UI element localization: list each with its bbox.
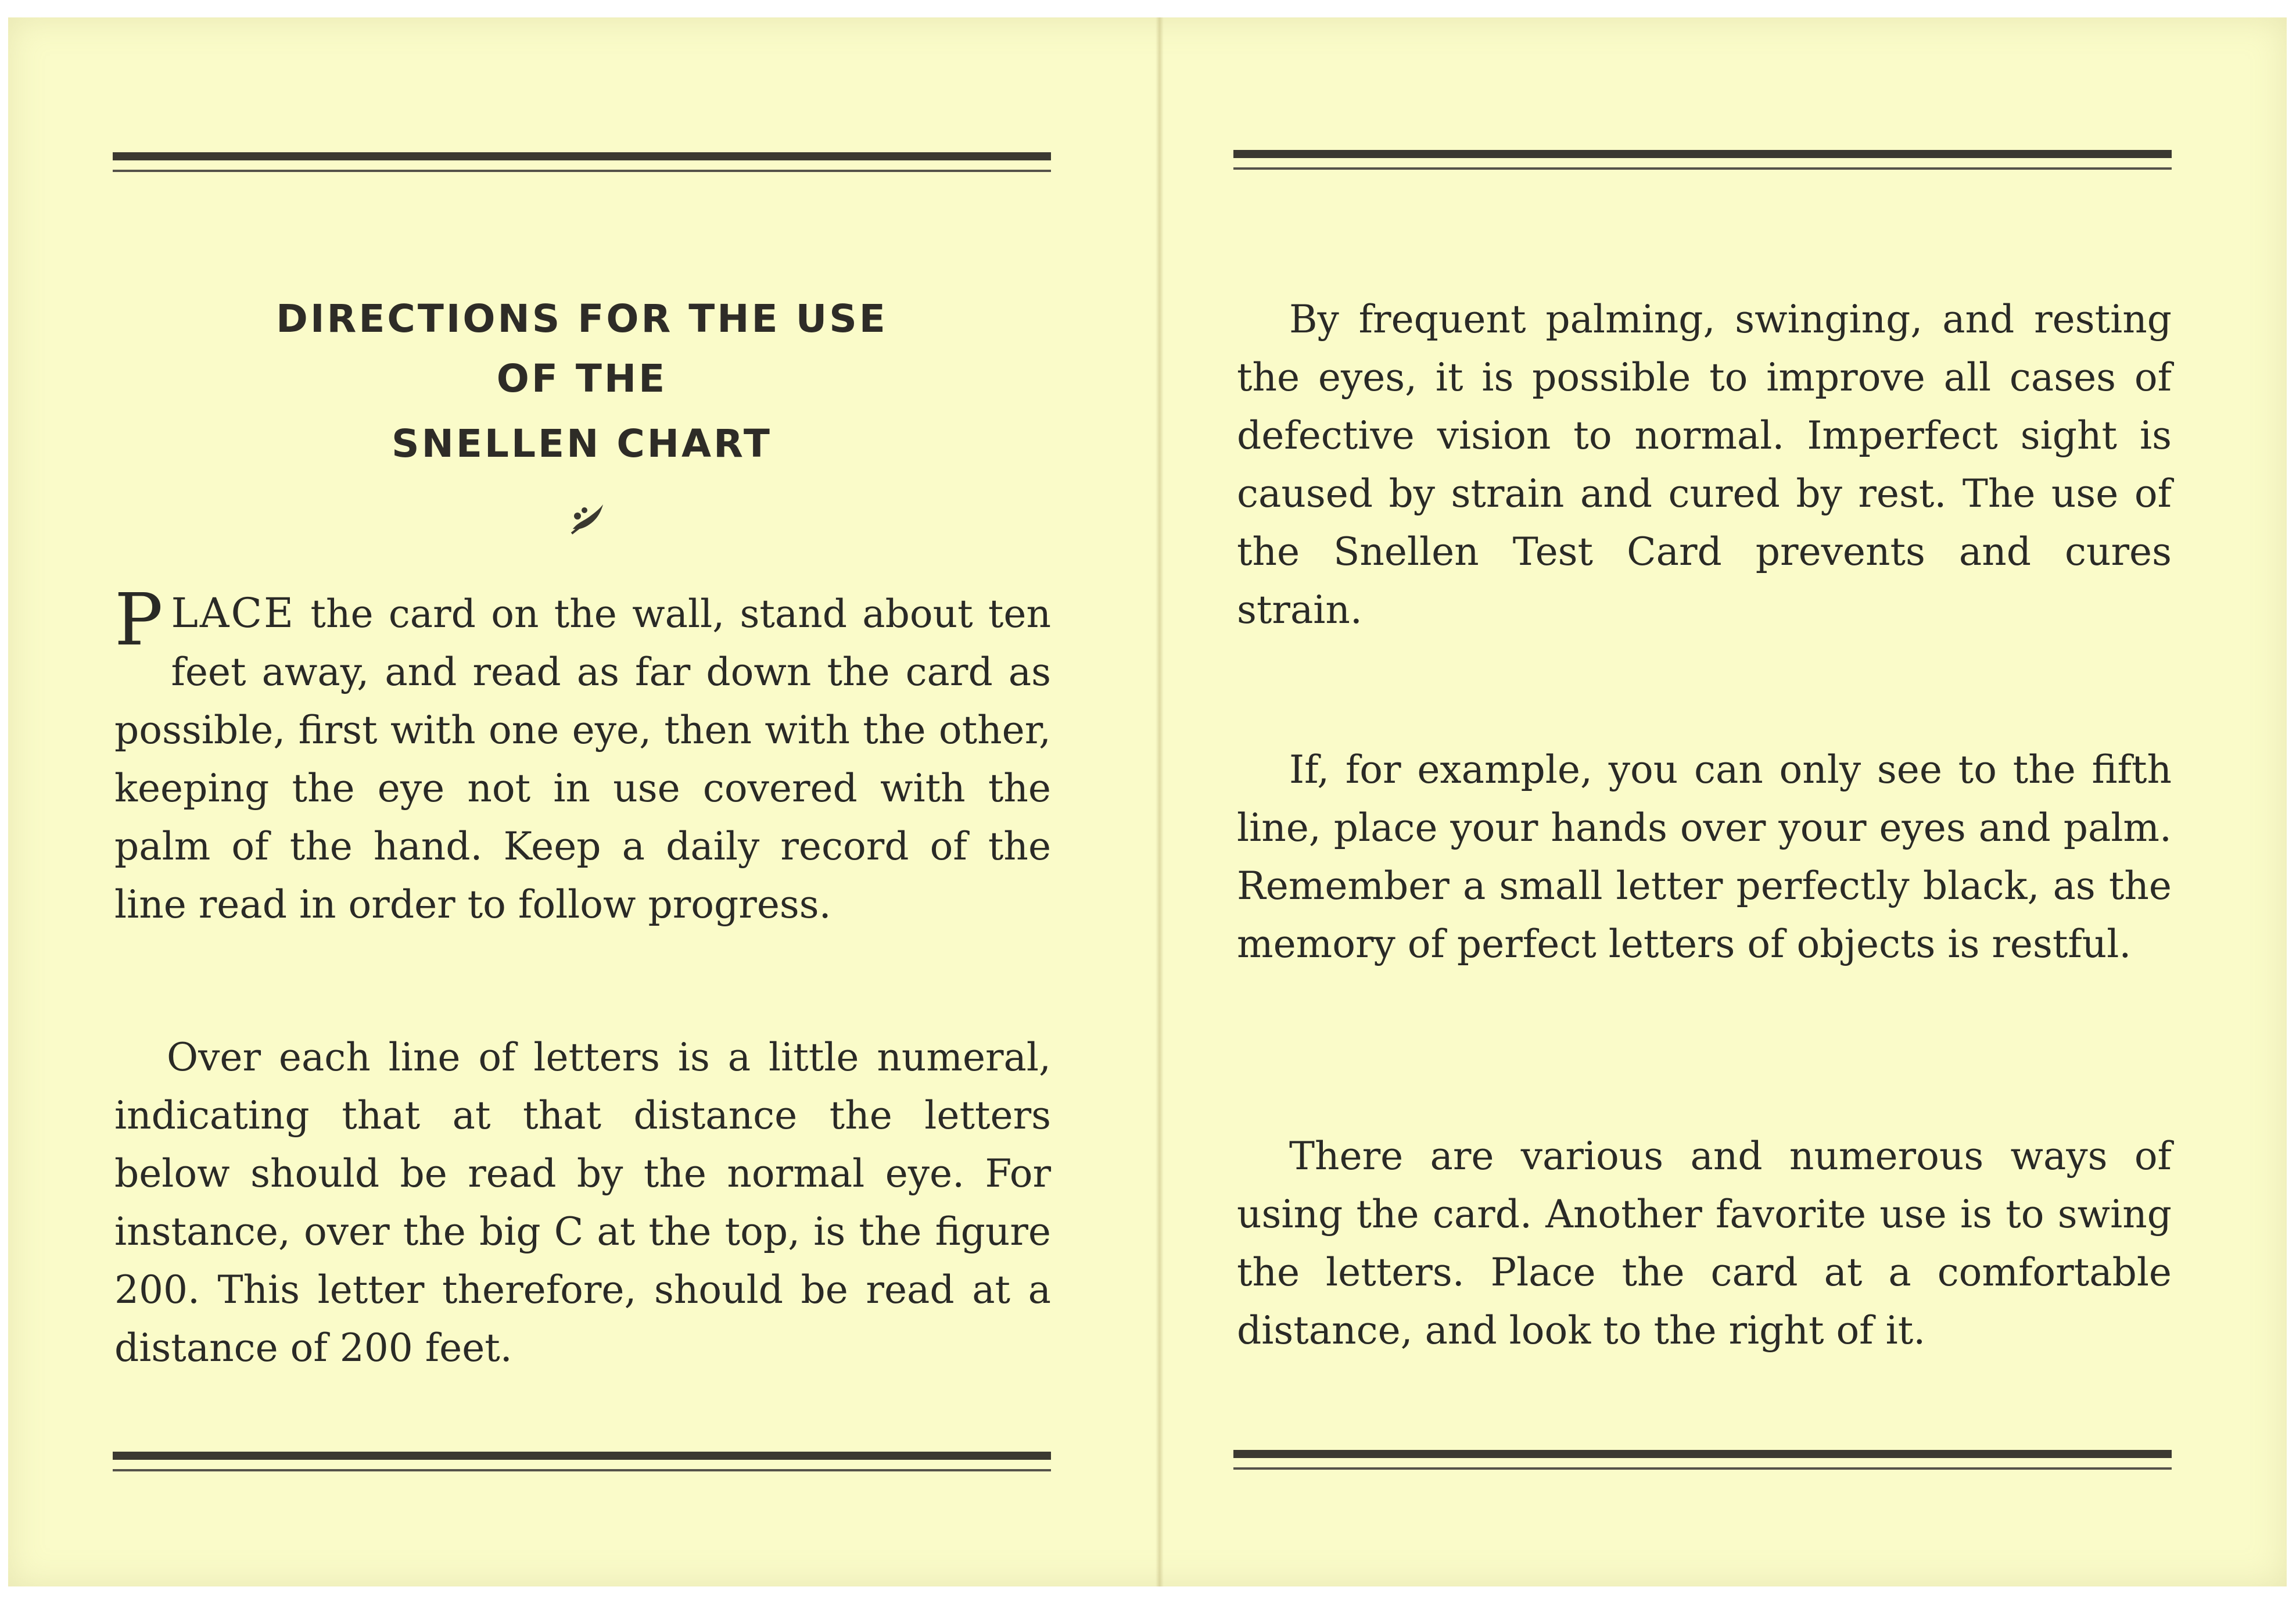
drop-cap: P <box>114 578 163 662</box>
paragraph-text: the card on the wall, stand about ten feet away, and read as far down the card as possible, first with one eye, then with the other, keeping the eye not in use covered with the palm of the hand. Keep a daily record of the line read in order to follow progress. <box>114 592 1051 927</box>
bottom-rule-thick <box>1233 1450 2172 1458</box>
paragraph-lead-smallcaps: LACE <box>171 589 296 637</box>
paragraph-text: There are various and numerous ways of using the card. Another favorite use is to swing the letters. Place the card at a comfortable distance, and look to the right of it. <box>1237 1134 2172 1353</box>
top-rule-thin <box>113 170 1051 172</box>
leaf-ornament-icon <box>567 499 608 539</box>
center-fold <box>1156 17 1164 1586</box>
paragraph-palming <box>1237 291 2172 639</box>
top-rule-thick <box>1233 150 2172 158</box>
paragraph-text: By frequent palming, swinging, and resting the eyes, it is possible to improve all cases of defective vision to normal. Imperfect sight is caused by strain and cured by rest. The use of the Snellen Test Card prevents and cures strain. <box>1237 297 2172 632</box>
paragraph-place-card <box>114 578 1051 934</box>
bottom-rule-thin <box>113 1469 1051 1471</box>
paragraph-ways <box>1237 1127 2172 1360</box>
bottom-rule-thick <box>113 1452 1051 1460</box>
paragraph-text: Over each line of letters is a little numeral, indicating that at that distance the letters below should be read by the normal eye. For instance, over the big C at the top, is the figure 200. This letter therefore, should be read at a distance of 200 feet. <box>114 1035 1051 1370</box>
title-line-3: SNELLEN CHART <box>392 421 772 466</box>
left-page <box>8 17 1156 1586</box>
right-page <box>1164 17 2287 1586</box>
bottom-rule-thin <box>1233 1467 2172 1470</box>
title-line-1: DIRECTIONS FOR THE USE <box>276 296 888 341</box>
paragraph-text: If, for example, you can only see to the fifth line, place your hands over your eyes and palm. Remember a small letter perfectly black, as the memory of perfect letters of objects is restful. <box>1237 747 2172 966</box>
top-rule-thick <box>113 152 1051 160</box>
paragraph-fifth-line <box>1237 741 2172 973</box>
folded-leaflet <box>8 17 2287 1586</box>
title-line-2: OF THE <box>496 356 668 401</box>
paragraph-numerals <box>114 1029 1051 1377</box>
top-rule-thin <box>1233 167 2172 170</box>
